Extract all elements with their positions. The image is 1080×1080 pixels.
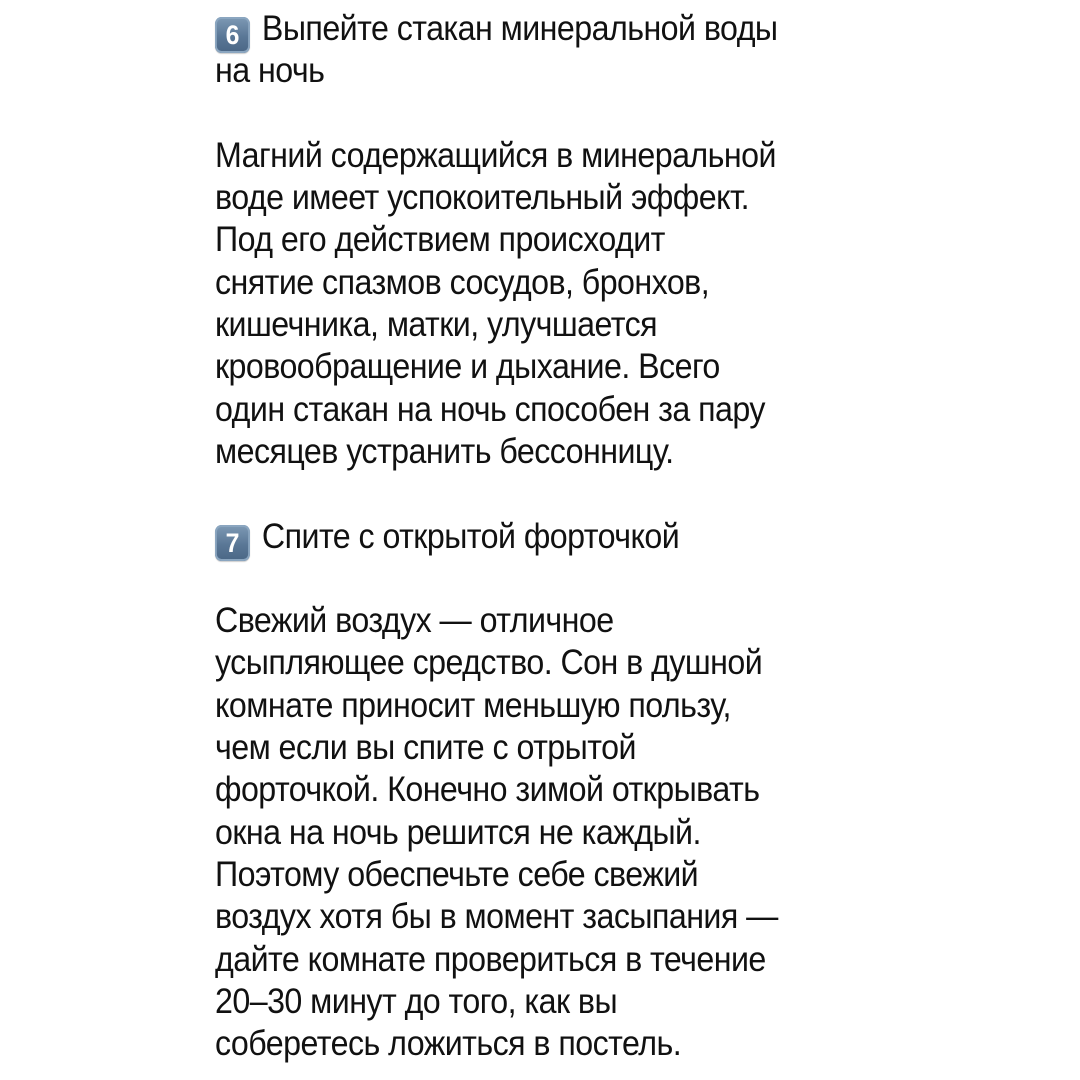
paragraph-line: снятие спазмов сосудов, бронхов, [215,262,710,302]
paragraph-line: Магний содержащийся в минеральной [215,135,776,175]
paragraph-line: кровообращение и дыхание. Всего [215,347,720,387]
section-7-body [215,600,841,1065]
paragraph-line: 20–30 минут до того, как вы [215,981,618,1021]
document-body [215,8,841,1065]
paragraph-line: чем если вы спите с отрытой [215,728,636,768]
paragraph-line: воде имеет успокоительный эффект. [215,178,750,218]
paragraph-line: один стакан на ночь способен за пару [215,389,765,429]
paragraph-line: кишечника, матки, улучшается [215,305,658,345]
spacer [215,93,841,135]
section-6-title-line-1 [215,8,841,50]
section-6-title-text: Выпейте стакан минеральной воды [261,9,778,48]
paragraph-line: усыпляющее средство. Сон в душной [215,643,763,683]
paragraph-line: соберетесь ложиться в постель. [215,1024,682,1064]
keycap-7-icon: 7 [215,525,250,561]
paragraph-line: Под его действием происходит [215,220,665,260]
paragraph-line: комнате приносит меньшую пользу, [215,685,731,725]
spacer [215,473,841,515]
paragraph-line: месяцев устранить бессонницу. [215,431,674,471]
paragraph-line: Поэтому обеспечьте себе свежий [215,854,699,894]
section-7 [215,516,841,1066]
paragraph-line: окна на ночь решится не каждый. [215,812,701,852]
paragraph-line: форточкой. Конечно зимой открывать [215,770,760,810]
spacer [215,558,841,600]
section-6 [215,8,841,473]
section-7-title-line-1 [215,516,841,558]
paragraph-line: Свежий воздух — отличное [215,601,614,641]
section-6-title-line-2: на ночь [215,51,325,91]
section-6-body [215,135,841,473]
keycap-6-icon: 6 [215,17,250,53]
paragraph-line: воздух хотя бы в момент засыпания — [215,897,778,937]
paragraph-line: дайте комнате провериться в течение [215,939,766,979]
section-7-title-text: Спите с открытой форточкой [261,516,680,556]
